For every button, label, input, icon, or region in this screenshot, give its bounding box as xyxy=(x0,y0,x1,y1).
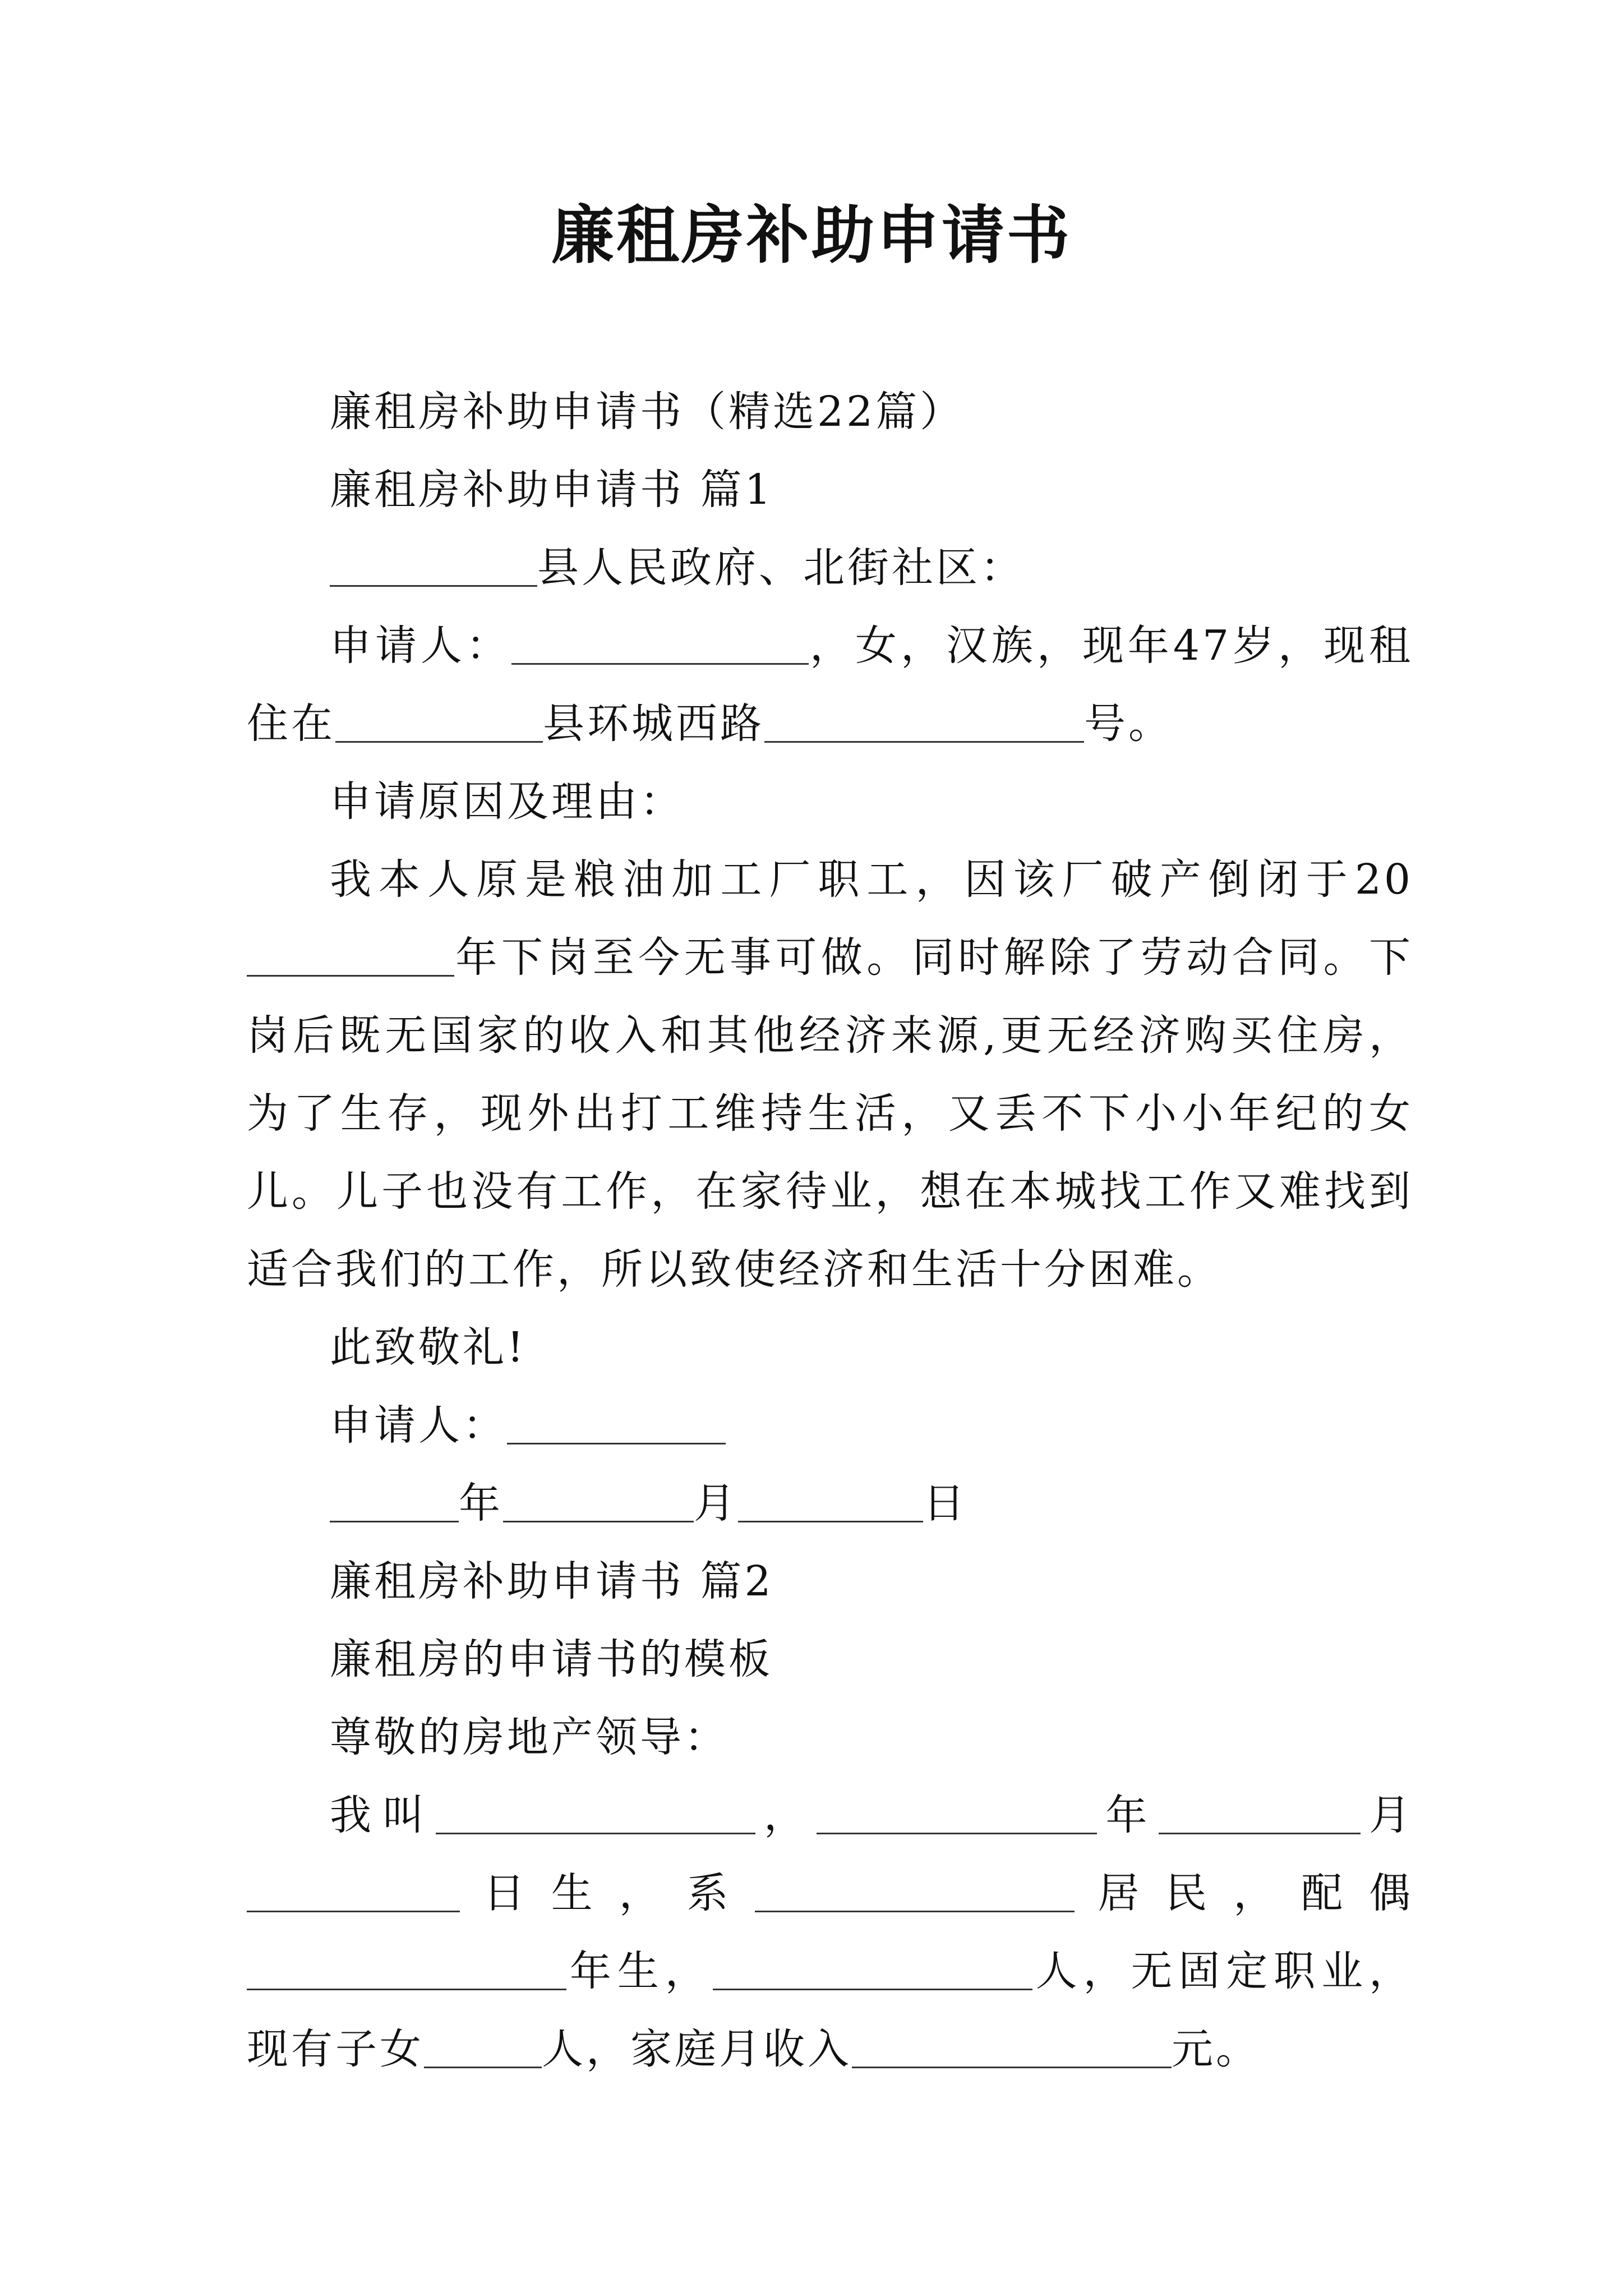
address-suffix-text: 号。 xyxy=(1084,700,1173,748)
county-blank xyxy=(330,547,537,587)
salutation-line: 尊敬的房地产领导： xyxy=(330,1713,728,1761)
birth-day-blank xyxy=(247,1872,460,1912)
reason-text-rest: 年下岗至今无事可做。同时解除了劳动合同。下岗后既无国家的收入和其他经济来源,更无经济购买住房，为了生存，现外出打工维持生活，又丢不下小小年纪的女儿。儿子也没有工作，在家待业，想在本城找工作又难找到适合我们的工作，所以致使经济和生活十分困难。 xyxy=(247,933,1413,1294)
applicant-name-blank xyxy=(511,625,809,665)
birth-month-blank xyxy=(1159,1795,1361,1834)
name-blank xyxy=(436,1795,755,1834)
month-blank xyxy=(503,1483,694,1522)
day-label: 日 xyxy=(923,1479,967,1527)
children-count-blank xyxy=(424,2028,542,2068)
signature-label: 申请人： xyxy=(330,1401,507,1450)
signature-line xyxy=(247,1387,1413,1465)
address-road-text: 县环城西路 xyxy=(543,700,764,748)
reason-text-start: 我本人原是粮油加工厂职工，因该厂破产倒闭于20 xyxy=(330,855,1413,904)
section-heading-2: 廉租房补助申请书 篇2 xyxy=(330,1557,774,1605)
spouse-birth-label: 年生， xyxy=(566,1947,713,1995)
reason-paragraph xyxy=(247,841,1413,1309)
spouse-occupation-text: 人，无固定职业，现有子女 xyxy=(247,1947,1414,2073)
house-number-blank xyxy=(764,703,1084,743)
addressee-text: 县人民政府、北街社区： xyxy=(537,544,1025,592)
birth-year-blank xyxy=(817,1795,1097,1834)
family-info-paragraph xyxy=(247,1777,1413,2088)
year-label: 年 xyxy=(459,1479,503,1527)
day-blank xyxy=(738,1483,923,1522)
county-blank-2 xyxy=(335,703,543,743)
name-intro-text: 我叫 xyxy=(330,1791,436,1839)
applicant-info-paragraph xyxy=(247,607,1413,763)
residence-blank xyxy=(755,1872,1075,1912)
birth-year-label: 年 xyxy=(1097,1791,1159,1839)
comma-text: ， xyxy=(755,1791,817,1839)
layoff-year-blank xyxy=(247,937,454,977)
addressee-line xyxy=(247,529,1413,607)
birth-month-label: 月 xyxy=(1360,1791,1414,1839)
applicant-info-text: ，女，汉族，现年47岁，现租住在 xyxy=(247,622,1413,748)
residence-label: 居民，配偶 xyxy=(1074,1869,1413,1917)
template-subheading: 廉租房的申请书的模板 xyxy=(330,1635,773,1683)
year-blank xyxy=(330,1483,459,1522)
spouse-birth-year-blank xyxy=(247,1950,566,1990)
currency-text: 元。 xyxy=(1172,2025,1260,2073)
document-title: 廉租房补助申请书 xyxy=(551,199,1072,272)
reason-heading: 申请原因及理由： xyxy=(330,777,684,826)
signature-blank xyxy=(507,1405,726,1444)
income-label: 人，家庭月收入 xyxy=(542,2025,852,2073)
document-body xyxy=(247,373,1413,2088)
month-label: 月 xyxy=(694,1479,738,1527)
monthly-income-blank xyxy=(852,2028,1172,2068)
section-heading-1: 廉租房补助申请书 篇1 xyxy=(330,466,774,514)
applicant-label: 申请人： xyxy=(330,622,511,670)
collection-heading: 廉租房补助申请书（精选22篇） xyxy=(330,388,965,436)
date-line xyxy=(247,1465,1413,1543)
birth-day-label: 日生，系 xyxy=(460,1869,755,1917)
closing-salutation: 此致敬礼! xyxy=(330,1323,527,1372)
spouse-origin-blank xyxy=(713,1950,1032,1990)
